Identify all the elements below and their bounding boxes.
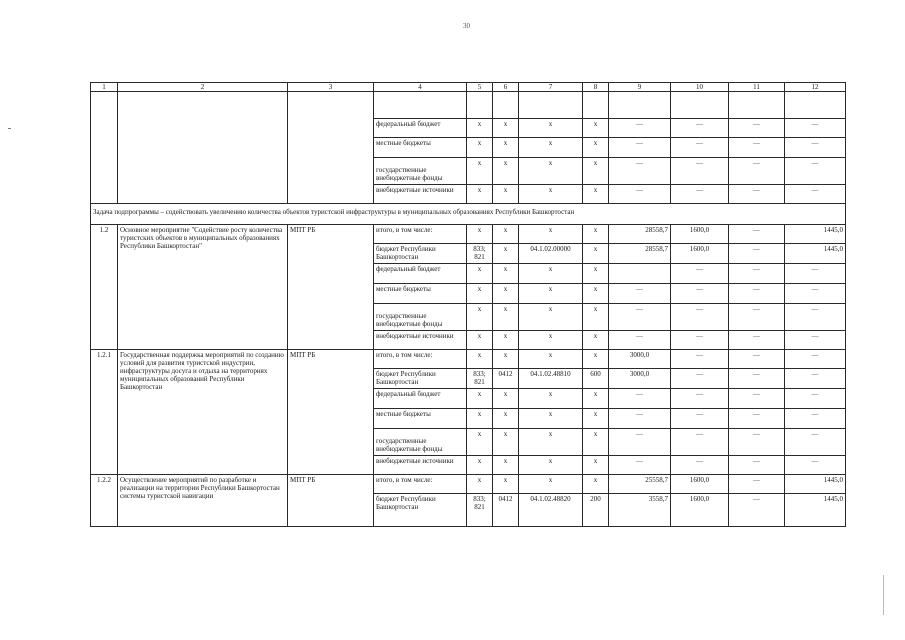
item-executor: МПТ РБ — [288, 350, 374, 475]
budget-table — [90, 82, 846, 527]
task-row — [91, 204, 846, 225]
item-name: Государственная поддержка мероприятий по созданию условий для развития туристской индустрии, инфраструктуры досуга и отдыха на территориях муниципальных образований Республики Башкортостан — [118, 350, 288, 475]
table-row: федеральный бюджет x x x x — — — — [91, 264, 846, 284]
table-row: внебюджетные источники x x x x — — — — — [91, 185, 846, 204]
source-cell: федеральный бюджет — [374, 119, 467, 138]
item-number: 1.2.2 — [91, 475, 118, 527]
table-row: бюджет Республики Башкортостан 833; 821 x 04.1.02.00000 x 28558,7 1600,0 — 1445,0 — [91, 244, 846, 264]
header-cell: 11 — [729, 83, 785, 92]
source-cell: местные бюджеты — [374, 409, 467, 429]
cell-empty — [91, 92, 118, 204]
table-row: местные бюджеты x x x x — — — — — [91, 409, 846, 429]
source-cell: федеральный бюджет — [374, 264, 467, 284]
source-cell: итого, в том числе: — [374, 225, 467, 244]
source-cell: бюджет Республики Башкортостан — [374, 244, 467, 264]
task-text: Задача подпрограммы – содействовать увеличению количества объектов туристской инфраструктуры в муниципальных образованиях Республики Башкортостан — [91, 204, 846, 225]
header-cell: 7 — [519, 83, 583, 92]
source-cell: федеральный бюджет — [374, 389, 467, 409]
table-row: бюджет Республики Башкортостан 833; 821 0412 04.1.02.48810 600 3000,0 — — — — [91, 369, 846, 389]
table-row: федеральный бюджет x x x x — — — — — [91, 389, 846, 409]
source-cell: бюджет Республики Башкортостан — [374, 494, 467, 527]
header-cell: 5 — [467, 83, 493, 92]
item-name: Основное мероприятие "Содействие росту количества туристских объектов в муниципальных образованиях Республики Башкортостан" — [118, 225, 288, 350]
cell-empty — [118, 92, 288, 204]
item-executor: МПТ РБ — [288, 225, 374, 350]
source-cell: местные бюджеты — [374, 138, 467, 158]
table-row: бюджет Республики Башкортостан 833; 821 0412 04.1.02.48820 200 3558,7 1600,0 — 1445,0 — [91, 494, 846, 527]
item-number: 1.2.1 — [91, 350, 118, 475]
table-row: 1.2 Основное мероприятие "Содействие росту количества туристских объектов в муниципальных образованиях Республики Башкортостан" МПТ РБ итого, в том числе: x x x x 28558,7 1600,0 — 1445,0 — [91, 225, 846, 244]
header-cell: 10 — [671, 83, 729, 92]
header-cell: 8 — [583, 83, 609, 92]
source-cell: внебюджетные источники — [374, 456, 467, 475]
header-cell: 3 — [288, 83, 374, 92]
table-row: 1.2.2 Осуществление мероприятий по разработке и реализации на территории Республики Башкортостан системы туристской навигации МПТ РБ итого, в том числе: x x x x 25558,7 1600,0 — 1445,0 — [91, 475, 846, 494]
header-cell: 4 — [374, 83, 467, 92]
scan-edge-mark — [883, 575, 884, 615]
table-header-row — [91, 83, 846, 92]
source-cell: местные бюджеты — [374, 284, 467, 304]
table-row: государственные внебюджетные фонды x x x x — — — — — [91, 158, 846, 185]
page-number: 30 — [463, 22, 470, 30]
header-cell: 1 — [91, 83, 118, 92]
table-row: местные бюджеты x x x x — — — — — [91, 138, 846, 158]
source-cell: итого, в том числе: — [374, 475, 467, 494]
source-cell: внебюджетные источники — [374, 185, 467, 204]
header-cell: 2 — [118, 83, 288, 92]
table-row: внебюджетные источники x x x x — — — — — [91, 331, 846, 350]
header-cell: 9 — [609, 83, 671, 92]
item-name: Осуществление мероприятий по разработке и реализации на территории Республики Башкортостан системы туристской навигации — [118, 475, 288, 527]
source-cell: итого, в том числе: — [374, 350, 467, 369]
item-number: 1.2 — [91, 225, 118, 350]
table-row — [91, 92, 846, 119]
source-cell: внебюджетные источники — [374, 331, 467, 350]
item-executor: МПТ РБ — [288, 475, 374, 527]
source-cell: государственные внебюджетные фонды — [374, 304, 467, 331]
scan-mark — [8, 128, 11, 129]
source-cell: государственные внебюджетные фонды — [374, 158, 467, 185]
table-row: государственные внебюджетные фонды x x x x — — — — — [91, 429, 846, 456]
table-row: государственные внебюджетные фонды x x x x — — — — — [91, 304, 846, 331]
table-row: местные бюджеты x x x x — — — — — [91, 284, 846, 304]
source-cell: бюджет Республики Башкортостан — [374, 369, 467, 389]
source-cell: государственные внебюджетные фонды — [374, 429, 467, 456]
table-row: 1.2.1 Государственная поддержка мероприятий по созданию условий для развития туристской индустрии, инфраструктуры досуга и отдыха на территориях муниципальных образований Республики Башкортостан МПТ РБ итого, в том числе: x x x x 3000,0 — — — — [91, 350, 846, 369]
table-row: федеральный бюджет x x x x — — — — — [91, 119, 846, 138]
cell-empty — [288, 92, 374, 204]
header-cell: 12 — [785, 83, 846, 92]
header-cell: 6 — [493, 83, 519, 92]
table-row: внебюджетные источники x x x x — — — — — [91, 456, 846, 475]
